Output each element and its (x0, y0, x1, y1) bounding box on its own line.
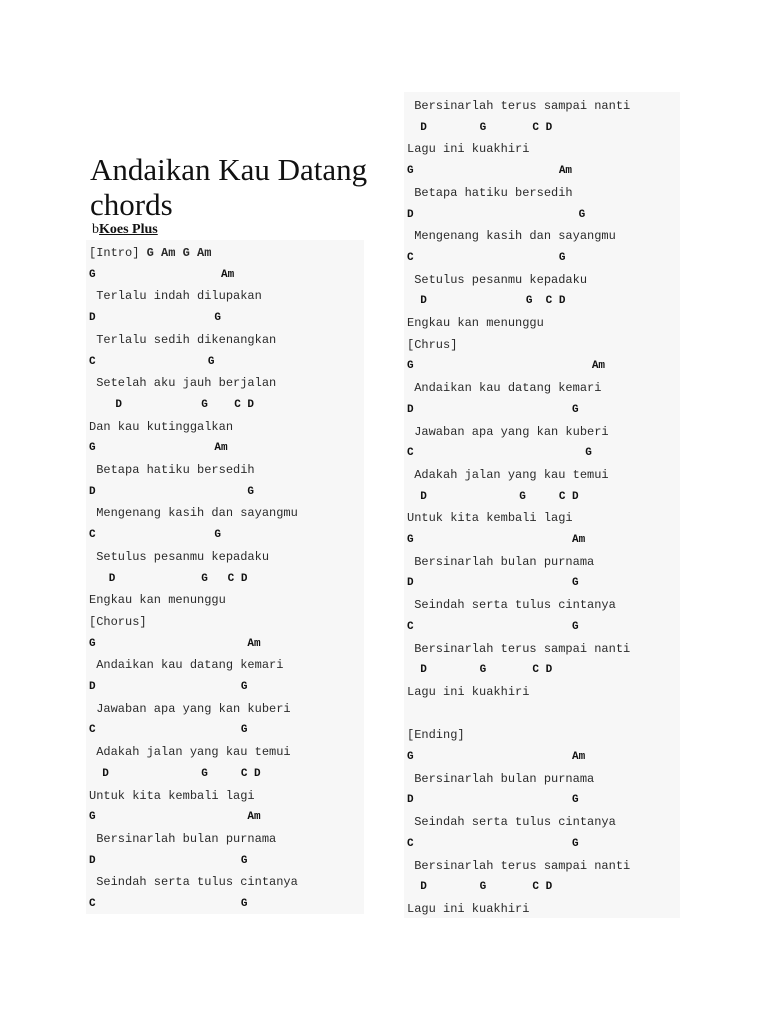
lyric-line: Setelah aku jauh berjalan (89, 376, 277, 391)
lyric-line: Setulus pesanmu kepadaku (407, 272, 588, 287)
chord-line: D G C D (407, 490, 579, 503)
lyric-line: [Ending] (407, 728, 465, 743)
lyric-line: Bersinarlah terus sampai nanti (407, 858, 631, 873)
lyric-line: Andaikan kau datang kemari (89, 658, 284, 673)
lyric-line: Engkau kan menunggu (407, 316, 544, 330)
chord-line: D G (407, 403, 579, 416)
lyric-line: Seindah serta tulus cintanya (407, 598, 616, 613)
chord-line: C G (407, 837, 579, 850)
lyric-line: Jawaban apa yang kan kuberi (407, 424, 609, 439)
chord-line: D G C D (407, 664, 553, 677)
lyric-line: Engkau kan menunggu (89, 593, 226, 608)
lyric-line: Lagu ini kuakhiri (407, 142, 530, 157)
chord-line: D G C D (407, 121, 553, 134)
lyric-line: Bersinarlah bulan purnama (89, 831, 277, 846)
lyric-line: Setulus pesanmu kepadaku (89, 549, 270, 564)
section-label: [Intro] (89, 246, 147, 260)
lyric-line: Bersinarlah terus sampai nanti (407, 99, 631, 113)
chord-line: G Am (407, 165, 573, 178)
chord-line: C G (407, 620, 579, 633)
lyric-line: Jawaban apa yang kan kuberi (89, 701, 291, 716)
lyric-line: Lagu ini kuakhiri (407, 901, 530, 916)
chord-line: G Am (89, 811, 261, 824)
lyric-line: Untuk kita kembali lagi (407, 511, 573, 526)
chord-line: D G C D (407, 881, 553, 894)
chord-line: C G (407, 251, 566, 264)
chord-line: D G (407, 794, 579, 807)
chord-sheet-right-column (404, 92, 680, 918)
chord-sheet-left-column (86, 240, 364, 914)
chord-line: C G (89, 724, 248, 737)
lyric-line: Seindah serta tulus cintanya (407, 815, 616, 830)
lyric-line: Dan kau kutinggalkan (89, 419, 234, 434)
chord-line: C G (89, 529, 222, 542)
lyric-line: Bersinarlah terus sampai nanti (407, 641, 631, 656)
chord-line: D G C D (407, 295, 566, 308)
chord-line: C G (89, 898, 248, 910)
lyric-line: Adakah jalan yang kau temui (89, 745, 291, 760)
lyric-line: [Chrus] (407, 337, 458, 352)
chord-line: G Am (407, 360, 606, 373)
chord-line: D G (89, 485, 255, 498)
lyric-line: Betapa hatiku bersedih (407, 185, 573, 200)
lyric-line (89, 246, 211, 261)
chord-line: D G (89, 681, 248, 693)
artist-link[interactable]: Koes Plus (99, 222, 158, 237)
chord-line: D G (407, 208, 586, 221)
chord-line: D G C D (89, 767, 261, 780)
chord-line: D G (89, 312, 222, 325)
lyric-line: Adakah jalan yang kau temui (407, 467, 609, 482)
lyric-line: Lagu ini kuakhiri (407, 684, 530, 699)
lyric-line: Seindah serta tulus cintanya (89, 875, 298, 890)
chord-line: C G (407, 447, 592, 460)
intro-chords: G Am G Am (146, 246, 212, 260)
lyric-line: Terlalu sedih dikenangkan (89, 332, 277, 347)
byline (92, 222, 158, 238)
lyric-line: Andaikan kau datang kemari (407, 381, 602, 396)
chord-line: D G (407, 577, 579, 590)
lyric-line: Betapa hatiku bersedih (89, 463, 255, 477)
chord-line: C G (89, 355, 215, 368)
chord-line: G Am (89, 268, 235, 281)
chord-line: G Am (89, 637, 261, 650)
lyric-line: Mengenang kasih dan sayangmu (89, 506, 298, 521)
lyric-line: Untuk kita kembali lagi (89, 788, 255, 803)
byline-prefix: b (92, 222, 99, 237)
song-title: Andaikan Kau Datang chords (90, 152, 368, 222)
chord-line: G Am (89, 442, 228, 455)
chord-line: G Am (407, 534, 586, 546)
lyric-line: Mengenang kasih dan sayangmu (407, 229, 616, 244)
chord-line: D G C D (89, 572, 248, 585)
chord-line: D G C D (89, 398, 255, 411)
lyric-line: Bersinarlah bulan purnama (407, 554, 595, 569)
lyric-line: Terlalu indah dilupakan (89, 289, 262, 304)
lyric-line: [Chorus] (89, 614, 147, 629)
chord-line: G Am (407, 751, 586, 763)
chord-line: D G (89, 854, 248, 867)
lyric-line: Bersinarlah bulan purnama (407, 771, 595, 786)
